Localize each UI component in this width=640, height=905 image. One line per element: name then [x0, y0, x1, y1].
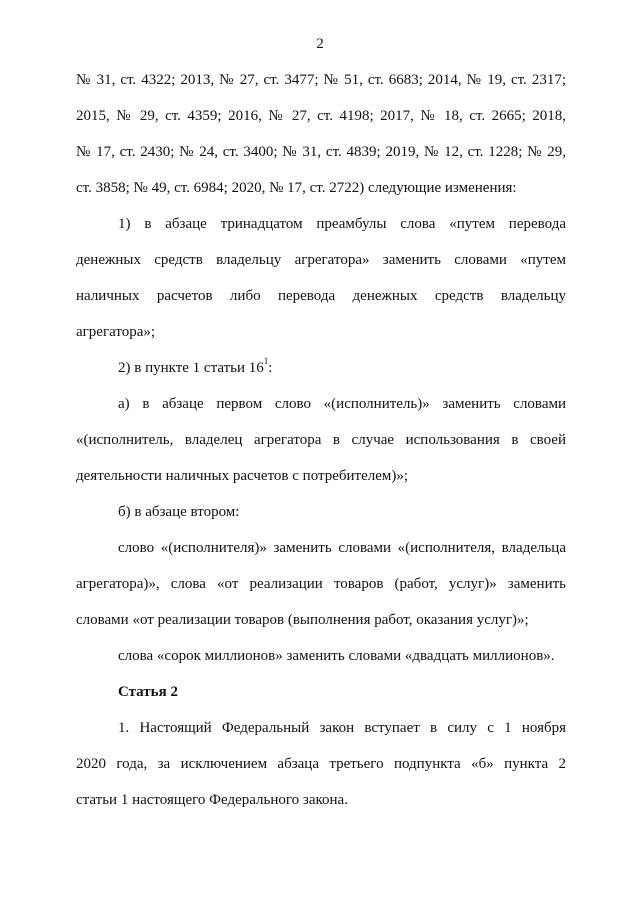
- text-line: 1. Настоящий Федеральный закон вступает в силу с 1 ноября: [118, 720, 566, 736]
- text-line: «(исполнитель, владелец агрегатора в случае использования в своей: [76, 432, 566, 448]
- text-line: ст. 3858; № 49, ст. 6984; 2020, № 17, ст. 2722) следующие изменения:: [76, 180, 517, 196]
- text-line: 2020 года, за исключением абзаца третьего подпункта «б» пункта 2: [76, 756, 566, 772]
- text-line: № 31, ст. 4322; 2013, № 27, ст. 3477; № 51, ст. 6683; 2014, № 19, ст. 2317;: [76, 72, 566, 88]
- text-line: деятельности наличных расчетов с потребителем)»;: [76, 468, 409, 484]
- text-line: слова «сорок миллионов» заменить словами «двадцать миллионов».: [118, 648, 555, 664]
- text-line: денежных средств владельцу агрегатора» заменить словами «путем: [76, 252, 566, 268]
- text-line: 2) в пункте 1 статьи 16: [118, 360, 264, 376]
- text-line: словами «от реализации товаров (выполнения работ, оказания услуг)»;: [76, 612, 529, 628]
- text-line: агрегатора»;: [76, 324, 156, 340]
- text-line: наличных расчетов либо перевода денежных средств владельцу: [76, 288, 566, 304]
- text-line: б) в абзаце втором:: [118, 504, 240, 520]
- colon: :: [268, 360, 273, 376]
- text-line: 1) в абзаце тринадцатом преамбулы слова «путем перевода: [118, 216, 566, 232]
- page-number: 2: [316, 36, 324, 52]
- article-heading: Статья 2: [118, 684, 178, 700]
- text-line: 2015, № 29, ст. 4359; 2016, № 27, ст. 4198; 2017, № 18, ст. 2665; 2018,: [76, 108, 566, 124]
- text-line: агрегатора)», слова «от реализации товаров (работ, услуг)» заменить: [76, 576, 566, 592]
- text-line: № 17, ст. 2430; № 24, ст. 3400; № 31, ст. 4839; 2019, № 12, ст. 1228; № 29,: [76, 144, 566, 160]
- text-line-with-superscript: [76, 350, 566, 386]
- superscript: 1: [263, 356, 269, 366]
- text-line: а) в абзаце первом слово «(исполнитель)» заменить словами: [118, 396, 566, 412]
- document-body: [76, 62, 566, 818]
- text-line: слово «(исполнителя)» заменить словами «(исполнителя, владельца: [118, 540, 566, 556]
- text-line: статьи 1 настоящего Федерального закона.: [76, 792, 348, 808]
